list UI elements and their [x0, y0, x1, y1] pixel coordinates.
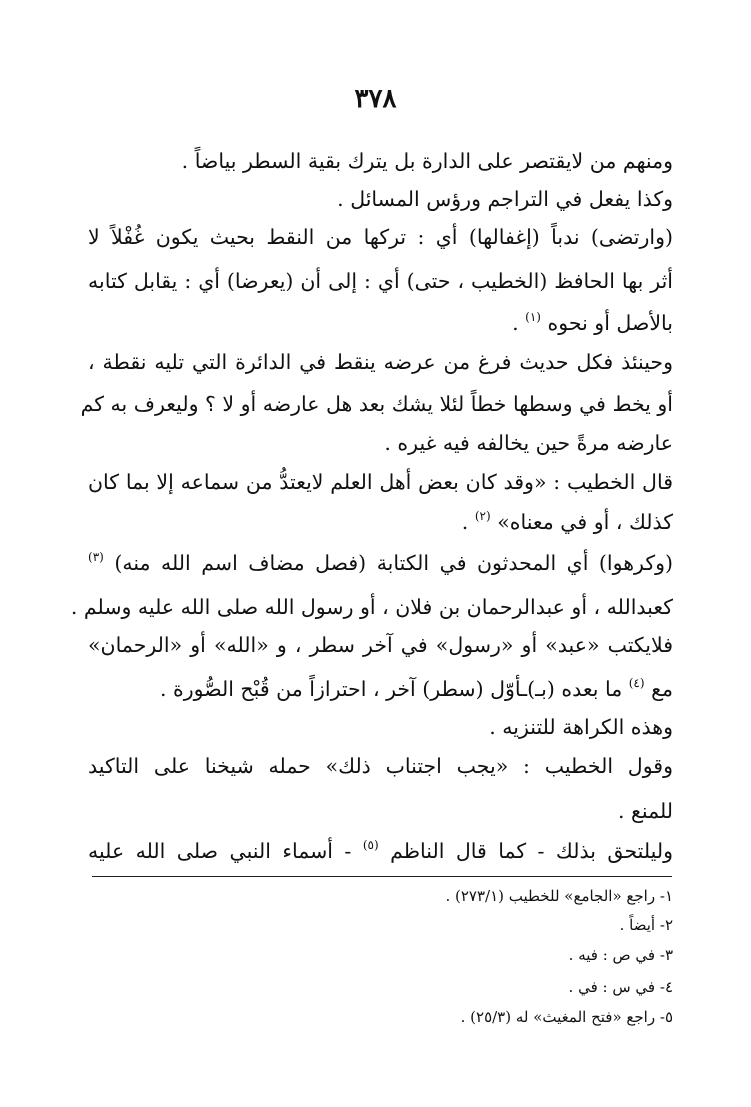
- line-5-end: .: [512, 311, 519, 335]
- footnote-5: ٥- راجع «فتح المغيث» له (٢٥/٣) .: [460, 1008, 673, 1026]
- footnote-divider: [92, 876, 672, 877]
- text-line-8: عارضه مرةً حين يخالفه فيه غيره .: [384, 431, 673, 455]
- text-line-14: [160, 674, 673, 704]
- text-line-15: وهذه الكراهة للتنزيه .: [489, 715, 673, 739]
- line-10-text: كذلك ، أو في معناه»: [497, 510, 673, 534]
- line-14-text: ما بعده (بـ)ـأوّل (سطر) آخر ، احترازاً من قُبْح الصُّورة .: [159, 677, 623, 701]
- line-5-text: بالأصل أو نحوه: [547, 311, 673, 335]
- text-line-9: قال الخطيب : «وقد كان بعض أهل العلم لايعتدُّ من سماعه إلا بما كان: [88, 470, 673, 494]
- text-line-11: [88, 548, 673, 578]
- footnote-3: ٣- في ص : فيه .: [568, 946, 673, 964]
- line-11-text: (وكرهوا) أي المحدثون في الكتابة (فصل مضاف اسم الله منه): [114, 551, 673, 575]
- text-line-17: للمنع .: [617, 799, 673, 823]
- line-10-end: .: [461, 510, 469, 534]
- line-18-text: وليلتحق بذلك - كما قال الناظم: [390, 839, 673, 863]
- footnote-2: ٢- أيضاً .: [619, 916, 673, 934]
- text-line-7: أو يخط في وسطها خطاً لئلا يشك بعد هل عارضه أو لا ؟ وليعرف به كم: [80, 392, 673, 416]
- text-line-2: وكذا يفعل في التراجم ورؤس المسائل .: [337, 187, 673, 211]
- text-line-5: [512, 308, 673, 338]
- text-line-10: [462, 507, 673, 537]
- line-18-end: - أسماء النبي صلى الله عليه: [88, 839, 352, 863]
- footnote-4: ٤- في س : في .: [568, 978, 673, 996]
- footnote-ref-5: (٥): [362, 838, 379, 852]
- footnote-ref-1: (١): [525, 310, 541, 324]
- footnote-ref-3: (٣): [88, 550, 104, 564]
- text-line-13: فلايكتب «عبد» أو «رسول» في آخر سطر ، و «الله» أو «الرحمان»: [88, 633, 673, 657]
- text-line-12: كعبدالله ، أو عبدالرحمان بن فلان ، أو رسول الله صلى الله عليه وسلم .: [70, 595, 673, 619]
- line-14-word: مع: [651, 677, 673, 701]
- page-number: ٣٧٨: [354, 84, 397, 114]
- text-line-6: وحينئذ فكل حديث فرغ من عرضه ينقط في الدائرة التي تليه نقطة ،: [88, 350, 673, 374]
- text-line-16: وقول الخطيب : «يجب اجتناب ذلك» حمله شيخنا على التاكيد: [88, 754, 673, 778]
- text-line-18: [88, 836, 673, 866]
- text-line-1: ومنهم من لايقتصر على الدارة بل يترك بقية السطر بياضاً .: [181, 149, 673, 173]
- footnote-1: ١- راجع «الجامع» للخطيب (٢٧٣/١) .: [445, 887, 673, 905]
- text-line-3: (وارتضى) ندباً (إغفالها) أي : تركها من النقط بحيث يكون غُفْلاً لا: [88, 225, 673, 249]
- text-line-4: أثر بها الحافظ (الخطيب ، حتى) أي : إلى أن (يعرضا) أي : يقابل كتابه: [88, 269, 673, 293]
- footnote-ref-4: (٤): [628, 676, 645, 690]
- footnote-ref-2: (٢): [474, 509, 491, 523]
